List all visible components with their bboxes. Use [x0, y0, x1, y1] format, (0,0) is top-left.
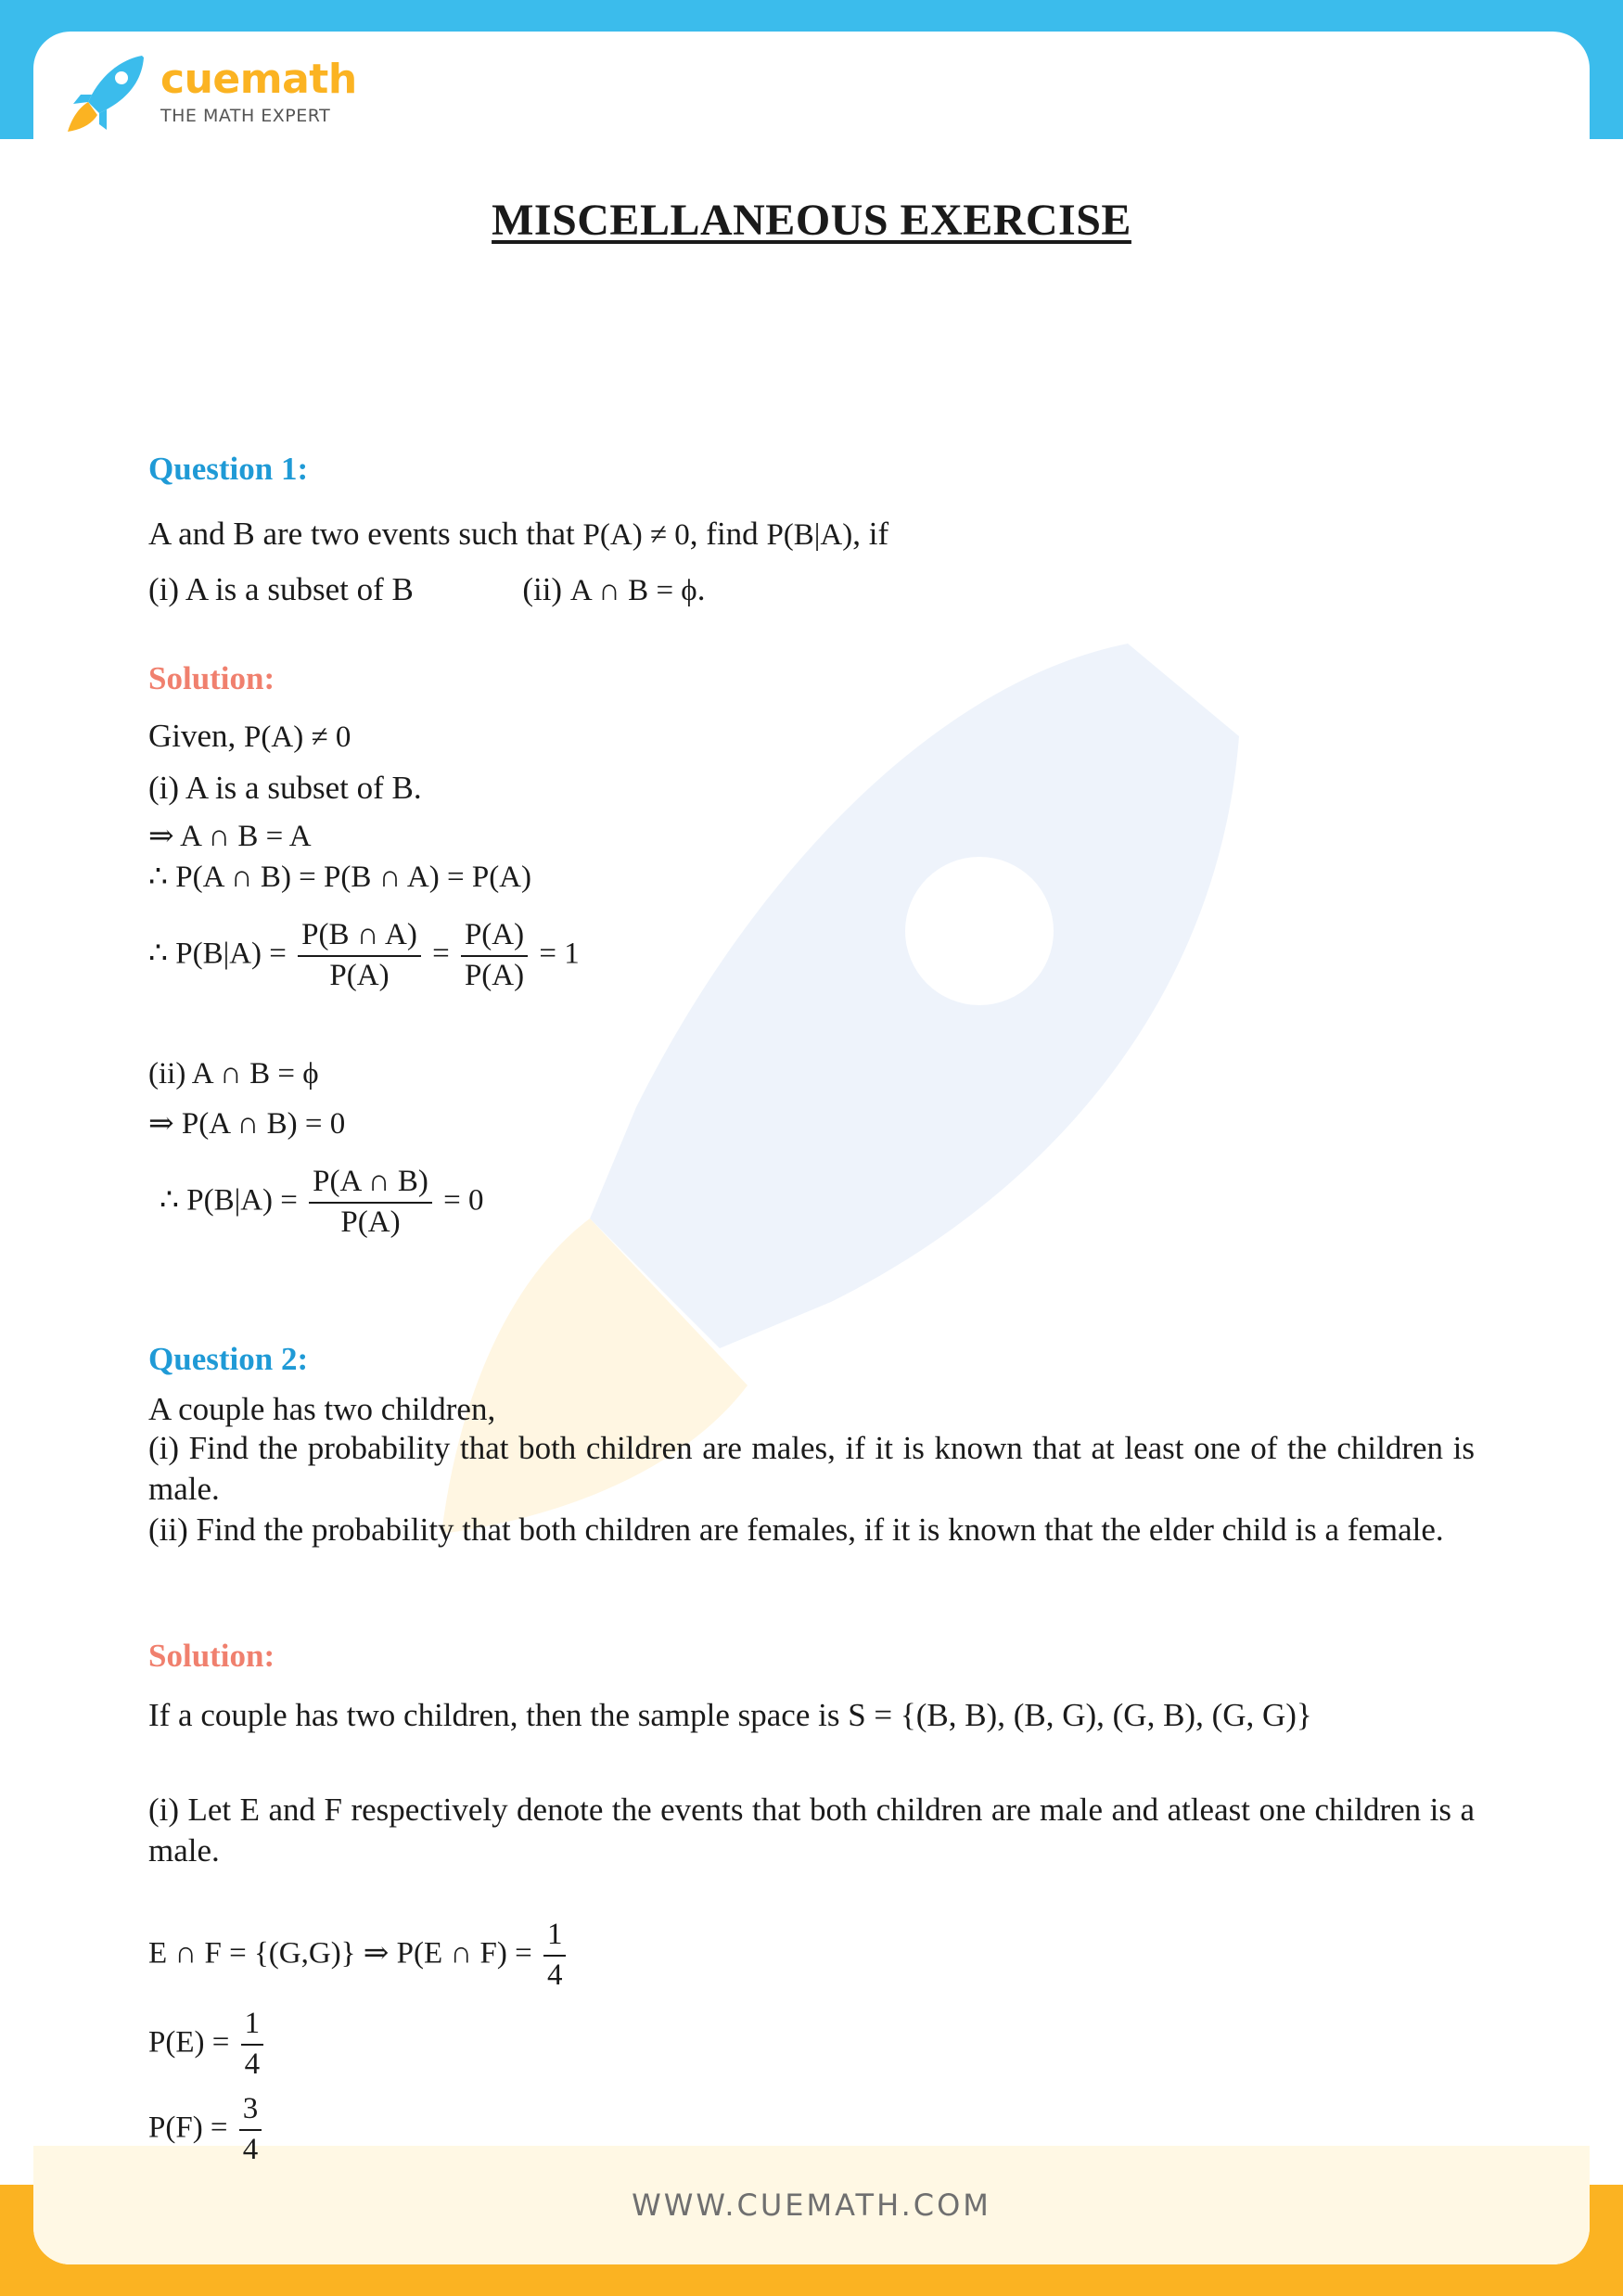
- fraction: [239, 2092, 262, 2168]
- solution-1-ii-step-1: ⇒ P(A ∩ B) = 0: [148, 1107, 346, 1141]
- q1-text: A and B are two events such that: [148, 516, 583, 552]
- ii-step-2-lhs: ∴ P(B|A) =: [160, 1183, 298, 1218]
- page-title: MISCELLANEOUS EXERCISE: [492, 196, 1131, 245]
- fraction-denominator: P(A): [329, 958, 390, 992]
- fraction: [298, 918, 421, 994]
- solution-1-step-2: ∴ P(A ∩ B) = P(B ∩ A) = P(A): [148, 861, 531, 894]
- fraction-denominator: 4: [546, 1958, 563, 1992]
- solution-2-part-i: (i) Let E and F respectively denote the events that both children are male and atleast one children is a male.: [148, 1792, 1475, 1869]
- logo-tagline: THE MATH EXPERT: [160, 106, 331, 126]
- solution-2-pe: [148, 2007, 267, 2083]
- question-2-intro: A couple has two children,: [148, 1391, 496, 1427]
- fraction-denominator: 4: [244, 2047, 261, 2081]
- fraction: [241, 2007, 264, 2083]
- fraction-numerator: 1: [543, 1918, 567, 1957]
- q1-part-i: (i) A is a subset of B: [148, 571, 414, 607]
- ef-lhs: E ∩ F = {(G,G)} ⇒ P(E ∩ F) =: [148, 1936, 532, 1971]
- solution-1-ii-step-2: [160, 1165, 483, 1241]
- footer-website-link[interactable]: WWW.CUEMATH.COM: [632, 2188, 991, 2223]
- fraction-numerator: 1: [241, 2007, 264, 2046]
- fraction-numerator: 3: [239, 2092, 262, 2131]
- cuemath-logo[interactable]: [60, 46, 357, 139]
- pf-lhs: P(F) =: [148, 2111, 228, 2145]
- ii-step-2-rhs: = 0: [443, 1183, 484, 1218]
- fraction-denominator: 4: [242, 2132, 259, 2166]
- solution-1-step-3: [148, 918, 580, 994]
- given-label: Given,: [148, 718, 245, 754]
- q1-part-ii-end: .: [696, 571, 706, 607]
- logo-wordmark: cuemath: [160, 56, 357, 103]
- rocket-logo-icon: [60, 46, 153, 139]
- fraction-denominator: P(A): [464, 958, 525, 992]
- sample-space-text: If a couple has two children, then the sample space is: [148, 1697, 849, 1733]
- pe-lhs: P(E) =: [148, 2025, 230, 2060]
- question-2-part-i: (i) Find the probability that both children are males, if it is known that at least one of the children is male.: [148, 1430, 1475, 1507]
- question-1-heading: Question 1:: [148, 451, 309, 487]
- step-3-rhs: = 1: [539, 937, 580, 971]
- fraction: [543, 1918, 567, 1994]
- given-math: P(A) ≠ 0: [244, 721, 351, 754]
- solution-2-heading: Solution:: [148, 1638, 275, 1674]
- solution-2-sample-space: [148, 1697, 1312, 1734]
- q1-text-if: , if: [852, 516, 889, 552]
- question-1-statement: [148, 516, 888, 554]
- q1-find-math: P(B|A): [766, 518, 853, 552]
- step-3-lhs: ∴ P(B|A) =: [148, 937, 287, 971]
- fraction-numerator: P(B ∩ A): [298, 918, 421, 957]
- question-1-parts: [148, 571, 705, 609]
- q1-part-ii-label: (ii): [522, 571, 570, 607]
- solution-1-heading: Solution:: [148, 660, 275, 696]
- question-2-heading: Question 2:: [148, 1341, 309, 1377]
- q1-condition-math: P(A) ≠ 0: [582, 518, 690, 552]
- equals-sign: =: [432, 937, 450, 971]
- fraction: [461, 918, 528, 994]
- solution-1-part-i: (i) A is a subset of B.: [148, 770, 422, 806]
- solution-2-pf: [148, 2092, 265, 2168]
- q1-part-ii-math: A ∩ B = ϕ: [569, 574, 697, 607]
- solution-1-given: [148, 718, 351, 756]
- q1-text-find: , find: [689, 516, 767, 552]
- fraction-numerator: P(A ∩ B): [309, 1165, 432, 1204]
- fraction-numerator: P(A): [461, 918, 528, 957]
- question-2-part-ii: (ii) Find the probability that both children are females, if it is known that the elder child is a female.: [148, 1512, 1444, 1548]
- solution-1-step-1: ⇒ A ∩ B = A: [148, 820, 312, 853]
- page-footer: [33, 2146, 1590, 2264]
- fraction: [309, 1165, 432, 1241]
- solution-2-e-and-f: [148, 1918, 569, 1994]
- solution-1-part-ii: (ii) A ∩ B = ϕ: [148, 1057, 319, 1091]
- fraction-denominator: P(A): [340, 1205, 401, 1239]
- sample-space-math: S = {(B, B), (B, G), (G, B), (G, G)}: [848, 1697, 1312, 1733]
